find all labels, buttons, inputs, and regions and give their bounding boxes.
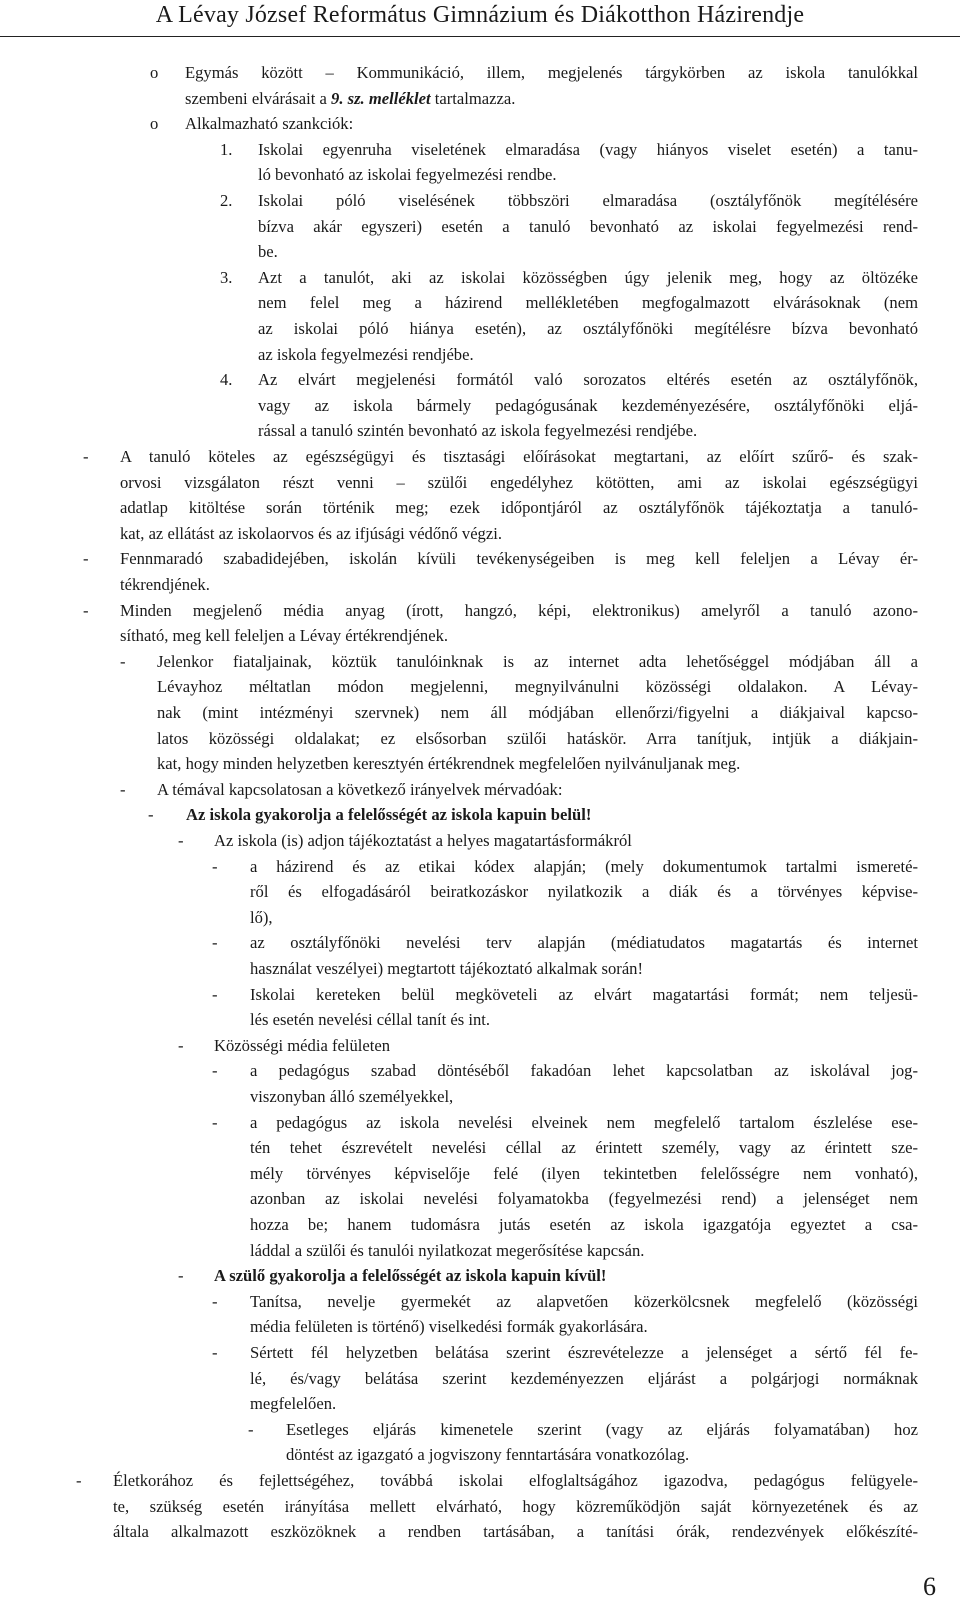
- line-text: vagy az iskola bármely pedagógusának kezdeményezésére, osztályfőnöki eljá-: [258, 395, 918, 415]
- text-line: [0, 111, 960, 137]
- line-text: használat veszélyei) megtartott tájékoztató alkalmak során!: [250, 959, 644, 978]
- text-line: [0, 60, 960, 86]
- line-text: Iskolai kereteken belül megköveteli az elvárt magatartási formát; nem teljesü-: [250, 984, 918, 1004]
- text-line: [0, 623, 960, 649]
- text-line: [0, 854, 960, 880]
- line-text: tén tehet észrevételt nevelési céllal az érintett személy, vagy az érintett sze-: [250, 1138, 918, 1158]
- text-line: [0, 342, 960, 368]
- text-line: [0, 1442, 960, 1468]
- line-text: lé, és/vagy belátása szerint kezdeményezzen eljárást a polgárjogi normáknak: [250, 1368, 918, 1388]
- text-line: [0, 1391, 960, 1417]
- line-text: Sértett fél helyzetben belátása szerint észrevételezze a jelenséget a sértő fél fe-: [250, 1343, 918, 1362]
- list-marker: -: [212, 1112, 218, 1132]
- text-line: [0, 1084, 960, 1110]
- line-text: Iskolai egyenruha viseletének elmaradása (vagy hiányos viselet esetén) a tanu-: [258, 139, 918, 159]
- line-text: döntést az igazgató a jogviszony fenntartására vonatkozólag.: [286, 1445, 690, 1465]
- line-text: sítható, meg kell feleljen a Lévay értékrendjének.: [120, 626, 449, 646]
- line-text: be.: [258, 242, 278, 262]
- list-marker: -: [178, 1035, 184, 1055]
- text-line: [0, 495, 960, 521]
- text-line: [0, 956, 960, 982]
- line-text: megfelelően.: [250, 1394, 337, 1414]
- line-text: láddal a szülői és tanulói nyilatkozat megerősítése kapcsán.: [250, 1240, 645, 1260]
- line-text: lés esetén nevelési céllal tanít és int.: [250, 1010, 491, 1030]
- line-text: rással a tanuló szintén bevonható az iskola fegyelmezési rendjébe.: [258, 421, 698, 441]
- line-text: Azt a tanulót, aki az iskolai közösségben úgy jelenik meg, hogy az öltözéke: [258, 267, 918, 287]
- list-marker: -: [83, 600, 89, 620]
- text-line: [0, 1263, 960, 1289]
- list-marker: o: [150, 63, 159, 82]
- list-marker: 1.: [220, 139, 233, 159]
- line-text: Az iskola (is) adjon tájékoztatást a helyes magatartásformákról: [214, 831, 632, 850]
- text-line: [0, 802, 960, 828]
- text-line: [0, 444, 960, 470]
- text-line: [0, 1186, 960, 1212]
- text-line: [0, 265, 960, 291]
- list-marker: -: [212, 933, 218, 953]
- line-text: te, szükség esetén irányítása mellett elvárható, hogy közreműködjön saját környezetének és az: [113, 1496, 918, 1516]
- text-line: [0, 700, 960, 726]
- text-line: [0, 777, 960, 803]
- line-text: lő),: [250, 907, 273, 927]
- line-text: a házirend és az etikai kódex alapján; (mely dokumentumok tartalmi ismereté-: [250, 856, 918, 876]
- text-line: [0, 1417, 960, 1443]
- line-text: A tanuló köteles az egészségügyi és tisztasági előírásokat megtartani, az előírt szűrő- és szak-: [120, 447, 918, 466]
- line-text: adatlap kitöltése során történik meg; ezek időpontjáról az osztályfőnök tájékoztatja a tanuló-: [120, 498, 918, 518]
- line-text: ló bevonható az iskolai fegyelmezési rendbe.: [258, 165, 557, 185]
- list-marker: o: [150, 114, 159, 134]
- list-marker: -: [178, 831, 184, 850]
- text-line: [0, 1519, 960, 1545]
- line-text: Jelenkor fiataljainak, köztük tanulóinknak is az internet adta lehetőséggel módjában áll a: [157, 651, 918, 671]
- line-text: az iskola fegyelmezési rendjébe.: [258, 344, 474, 364]
- text-line: [0, 1058, 960, 1084]
- list-marker: -: [178, 1266, 184, 1286]
- text-line: [0, 1366, 960, 1392]
- line-text: Minden megjelenő média anyag (írott, hangzó, képi, elektronikus) amelyről a tanuló azono-: [120, 600, 918, 620]
- line-text: ről és elfogadásáról beiratkozáskor nyilatkozik a diák és a törvényes képvise-: [250, 882, 918, 902]
- line-text: viszonyban álló személyekkel,: [250, 1087, 454, 1106]
- line-text: latos közösségi oldalakat; ez elsősorban szülői hatáskör. Arra tanítjuk, intjük a diákjain-: [157, 728, 918, 748]
- line-text: Iskolai póló viselésének többszöri elmaradása (osztályfőnök megítélésére: [258, 191, 918, 210]
- text-line: [0, 1110, 960, 1136]
- line-text: A szülő gyakorolja a felelősségét az iskola kapuin kívül!: [214, 1266, 607, 1286]
- list-marker: -: [248, 1419, 254, 1439]
- annex-reference: 9. sz. melléklet: [331, 88, 431, 108]
- line-text: A témával kapcsolatosan a következő irányelvek mérvadóak:: [157, 779, 563, 799]
- line-text: nem felel meg a házirend mellékletében megfogalmazott elvárásoknak (nem: [258, 293, 918, 313]
- text-line: [0, 1135, 960, 1161]
- text-line: [0, 162, 960, 188]
- text-line: [0, 188, 960, 214]
- text-line: [0, 1033, 960, 1059]
- text-line: [0, 316, 960, 342]
- list-marker: 2.: [220, 191, 233, 210]
- line-text: Közösségi média felületen: [214, 1035, 391, 1055]
- line-text: az osztályfőnöki nevelési terv alapján (médiatudatos magatartás és internet: [250, 933, 918, 953]
- text-line: [0, 905, 960, 931]
- line-text: Az iskola gyakorolja a felelősségét az iskola kapuin belül!: [186, 805, 592, 825]
- list-marker: -: [212, 1343, 218, 1362]
- list-marker: -: [212, 984, 218, 1004]
- text-line: [0, 1289, 960, 1315]
- list-marker: -: [148, 805, 154, 825]
- line-text: Esetleges eljárás kimenetele szerint (vagy az eljárás folyamatában) hoz: [286, 1419, 918, 1439]
- text-line: [0, 1007, 960, 1033]
- line-text: kat, az ellátást az iskolaorvos és az ifjúsági védőnő végzi.: [120, 523, 502, 543]
- text-line: [0, 1468, 960, 1494]
- text-line: [0, 214, 960, 240]
- text-line: [0, 239, 960, 265]
- line-text: média felületen is történő) viselkedési formák gyakorlására.: [250, 1317, 648, 1337]
- text-line: [0, 930, 960, 956]
- document-title: A Lévay József Református Gimnázium és Diákotthon Házirendje: [155, 2, 805, 28]
- text-line: [0, 367, 960, 393]
- text-line: [0, 470, 960, 496]
- text-line: [0, 418, 960, 444]
- text-line: [0, 572, 960, 598]
- line-text: Életkorához és fejlettségéhez, továbbá iskolai elfoglaltságához igazodva, pedagógus felügyele-: [113, 1471, 918, 1490]
- line-text: nak (mint intézményi szervnek) nem áll módjában ellenőrzi/figyelni a diákjaival kapcso-: [157, 703, 918, 722]
- text-line: [0, 290, 960, 316]
- line-text: kat, hogy minden helyzetben keresztyén értékrendnek megfelelően nyilvánuljanak meg.: [157, 754, 741, 774]
- text-line: [0, 598, 960, 624]
- line-text: Fennmaradó szabadidejében, iskolán kívüli tevékenységeiben is meg kell feleljen a Lévay ér-: [120, 549, 918, 569]
- line-text: hozza be; hanem tudomásra jutás esetén az iskola igazgatója egyeztet a csa-: [250, 1215, 918, 1234]
- text-line: [0, 137, 960, 163]
- line-text: tékrendjének.: [120, 575, 210, 594]
- line-text: Az elvárt megjelenési formától való sorozatos eltérés esetén az osztályfőnök,: [258, 370, 918, 390]
- list-marker: -: [83, 447, 89, 466]
- text-line: [0, 1494, 960, 1520]
- text-line: [0, 649, 960, 675]
- list-marker: 4.: [220, 370, 233, 390]
- line-text: a pedagógus szabad döntéséből fakadóan lehet kapcsolatban az iskolával jog-: [250, 1061, 918, 1081]
- list-marker: -: [120, 651, 126, 671]
- text-line: [0, 86, 960, 112]
- list-marker: -: [76, 1471, 82, 1490]
- line-text: orvosi vizsgálaton részt venni – szülői engedélyhez kötötten, ami az iskolai egészségügyi: [120, 472, 918, 492]
- line-text: általa alkalmazott eszközöknek a rendben tartásában, a tanítási órák, rendezvények előkészíté-: [113, 1522, 918, 1542]
- line-text: Alkalmazható szankciók:: [185, 114, 354, 134]
- text-line: [0, 521, 960, 547]
- text-line: [0, 1238, 960, 1264]
- list-marker: -: [120, 779, 126, 799]
- text-line: [0, 1314, 960, 1340]
- list-marker: -: [212, 856, 218, 876]
- line-text: Tanítsa, nevelje gyermekét az alapvetően közerkölcsnek megfelelő (közösségi: [250, 1291, 918, 1311]
- page-header: [0, 0, 960, 37]
- text-line: [0, 982, 960, 1008]
- line-text: az iskolai póló hiánya esetén), az osztályfőnöki megítélésre bízva bevonható: [258, 319, 918, 338]
- text-line: [0, 726, 960, 752]
- list-marker: -: [212, 1061, 218, 1081]
- line-text: a pedagógus az iskola nevelési elveinek nem megfelelő tartalom észlelése ese-: [250, 1112, 918, 1132]
- list-marker: -: [83, 549, 89, 569]
- list-marker: -: [212, 1291, 218, 1311]
- text-line: [0, 751, 960, 777]
- line-text: szembeni elvárásait a 9. sz. melléklet tartalmazza.: [185, 88, 516, 108]
- line-text: azonban az iskolai nevelési folyamatokba (fegyelmezési rend) a jelenséget nem: [250, 1189, 918, 1209]
- line-text: Egymás között – Kommunikáció, illem, megjelenés tárgykörben az iskola tanulókkal: [185, 63, 918, 82]
- text-line: [0, 674, 960, 700]
- line-text: mély törvényes képviselője felé (ilyen tekintetben felelősségre nem vonható),: [250, 1163, 918, 1183]
- line-text: bízva akár egyszeri) esetén a tanuló bevonható az iskolai fegyelmezési rend-: [258, 216, 918, 236]
- line-text: Lévayhoz méltatlan módon megjelenni, megnyilvánulni közösségi oldalakon. A Lévay-: [157, 677, 918, 697]
- page-number: 6: [923, 1572, 936, 1601]
- text-line: [0, 879, 960, 905]
- text-line: [0, 1340, 960, 1366]
- text-line: [0, 1161, 960, 1187]
- text-line: [0, 1212, 960, 1238]
- text-line: [0, 546, 960, 572]
- text-line: [0, 393, 960, 419]
- text-line: [0, 828, 960, 854]
- list-marker: 3.: [220, 267, 233, 287]
